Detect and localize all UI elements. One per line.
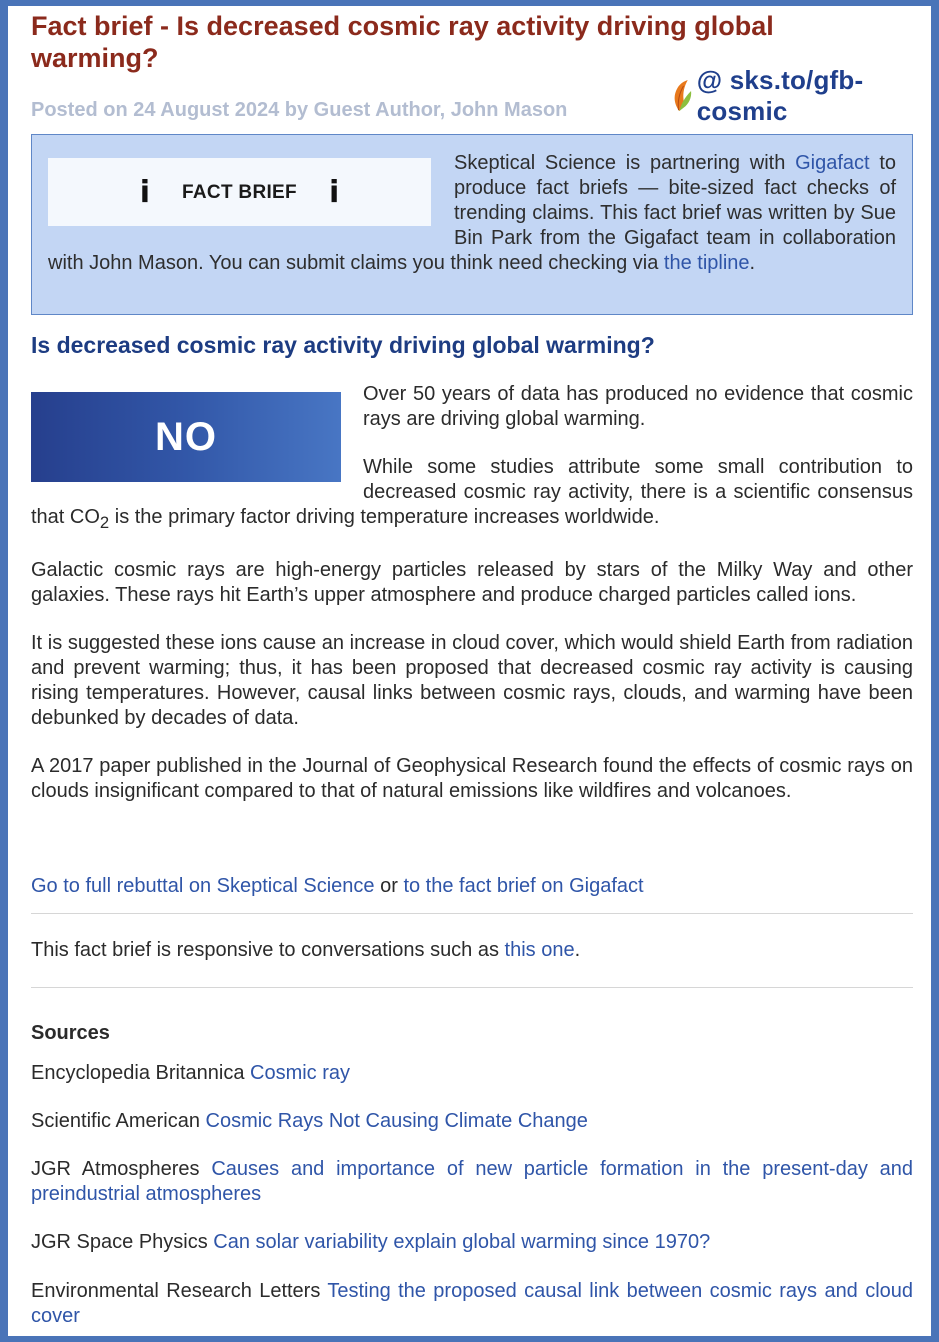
source-item xyxy=(31,1061,913,1086)
further-links xyxy=(31,874,913,899)
source-item xyxy=(31,1279,913,1329)
source-link[interactable]: Cosmic Rays Not Causing Climate Change xyxy=(205,1110,588,1132)
short-link-text[interactable]: @ sks.to/gfb-cosmic xyxy=(696,65,864,126)
infobox-text: Skeptical Science is partnering with xyxy=(454,152,796,174)
fact-brief-label: FACT BRIEF xyxy=(182,181,297,203)
gigafact-brief-link[interactable]: to the fact brief on Gigafact xyxy=(403,875,644,897)
responsive-note xyxy=(31,938,913,963)
partnership-infobox xyxy=(31,134,913,315)
infobox-text: to produce fact briefs — bite-sized fact checks of trending claims. This fact brief was written by Sue Bin Park from the Gigafact team in collaboration with John Mason. You can submit claims you think need checking via xyxy=(48,152,896,274)
source-publisher: Environmental Research Letters xyxy=(31,1280,328,1302)
sources-heading: Sources xyxy=(31,1022,110,1044)
source-link[interactable]: Cosmic ray xyxy=(250,1062,351,1084)
responsive-text: . xyxy=(574,939,581,961)
answer-body xyxy=(31,382,913,827)
verdict-text: NO xyxy=(155,414,217,459)
article xyxy=(31,10,914,1327)
question-heading: Is decreased cosmic ray activity driving global warming? xyxy=(31,332,655,358)
sks-leaf-icon xyxy=(671,76,693,116)
gigafact-link[interactable]: Gigafact xyxy=(795,152,870,174)
source-publisher: Scientific American xyxy=(31,1110,206,1132)
source-item xyxy=(31,1157,913,1207)
answer-paragraph: It is suggested these ions cause an increase in cloud cover, which would shield Earth from radiation and prevent warming; thus, it has been proposed that decreased cosmic ray activity is causing rising temperatures. However, causal links between cosmic rays, clouds, and warming have been debunked by decades of data. xyxy=(31,632,913,729)
info-icon: i xyxy=(328,174,340,210)
link-separator: or xyxy=(374,875,404,897)
short-link[interactable] xyxy=(671,65,912,127)
source-link[interactable]: Testing the proposed causal link between cosmic rays and cloud cover xyxy=(31,1280,914,1327)
responsive-text: This fact brief is responsive to conversations such as xyxy=(31,939,505,961)
fact-brief-badge xyxy=(48,158,431,226)
rebuttal-link[interactable]: Go to full rebuttal on Skeptical Science xyxy=(31,875,375,897)
posted-byline: Posted on 24 August 2024 by Guest Author, John Mason xyxy=(31,99,568,121)
verdict-badge xyxy=(31,392,341,482)
source-publisher: JGR Atmospheres xyxy=(31,1158,212,1180)
source-link[interactable]: Causes and importance of new particle formation in the present-day and preindustrial atmospheres xyxy=(31,1158,913,1205)
answer-summary: Over 50 years of data has produced no evidence that cosmic rays are driving global warming. xyxy=(363,383,913,430)
subscript: 2 xyxy=(99,513,110,532)
divider xyxy=(31,913,913,914)
source-publisher: JGR Space Physics xyxy=(31,1231,214,1253)
source-publisher: Encyclopedia Britannica xyxy=(31,1062,251,1084)
info-icon: i xyxy=(139,174,151,210)
source-link[interactable]: Can solar variability explain global warming since 1970? xyxy=(213,1231,711,1253)
this-one-link[interactable]: this one xyxy=(504,939,575,961)
answer-text: is the primary factor driving temperature increases worldwide. xyxy=(109,506,660,528)
source-item xyxy=(31,1109,913,1134)
answer-text: While some studies attribute some small contribution to decreased cosmic ray activity, there is a scientific consensus that CO xyxy=(31,456,913,528)
source-item xyxy=(31,1230,913,1255)
answer-paragraph: Galactic cosmic rays are high-energy particles released by stars of the Milky Way and other galaxies. These rays hit Earth’s upper atmosphere and produce charged particles called ions. xyxy=(31,559,913,606)
tipline-link[interactable]: the tipline xyxy=(663,252,750,274)
answer-paragraph: A 2017 paper published in the Journal of Geophysical Research found the effects of cosmic rays on clouds insignificant compared to that of natural emissions like wildfires and volcanoes. xyxy=(31,755,913,802)
page-title: Fact brief - Is decreased cosmic ray activity driving global warming? xyxy=(31,11,774,73)
divider xyxy=(31,987,913,988)
infobox-text: . xyxy=(749,252,756,274)
